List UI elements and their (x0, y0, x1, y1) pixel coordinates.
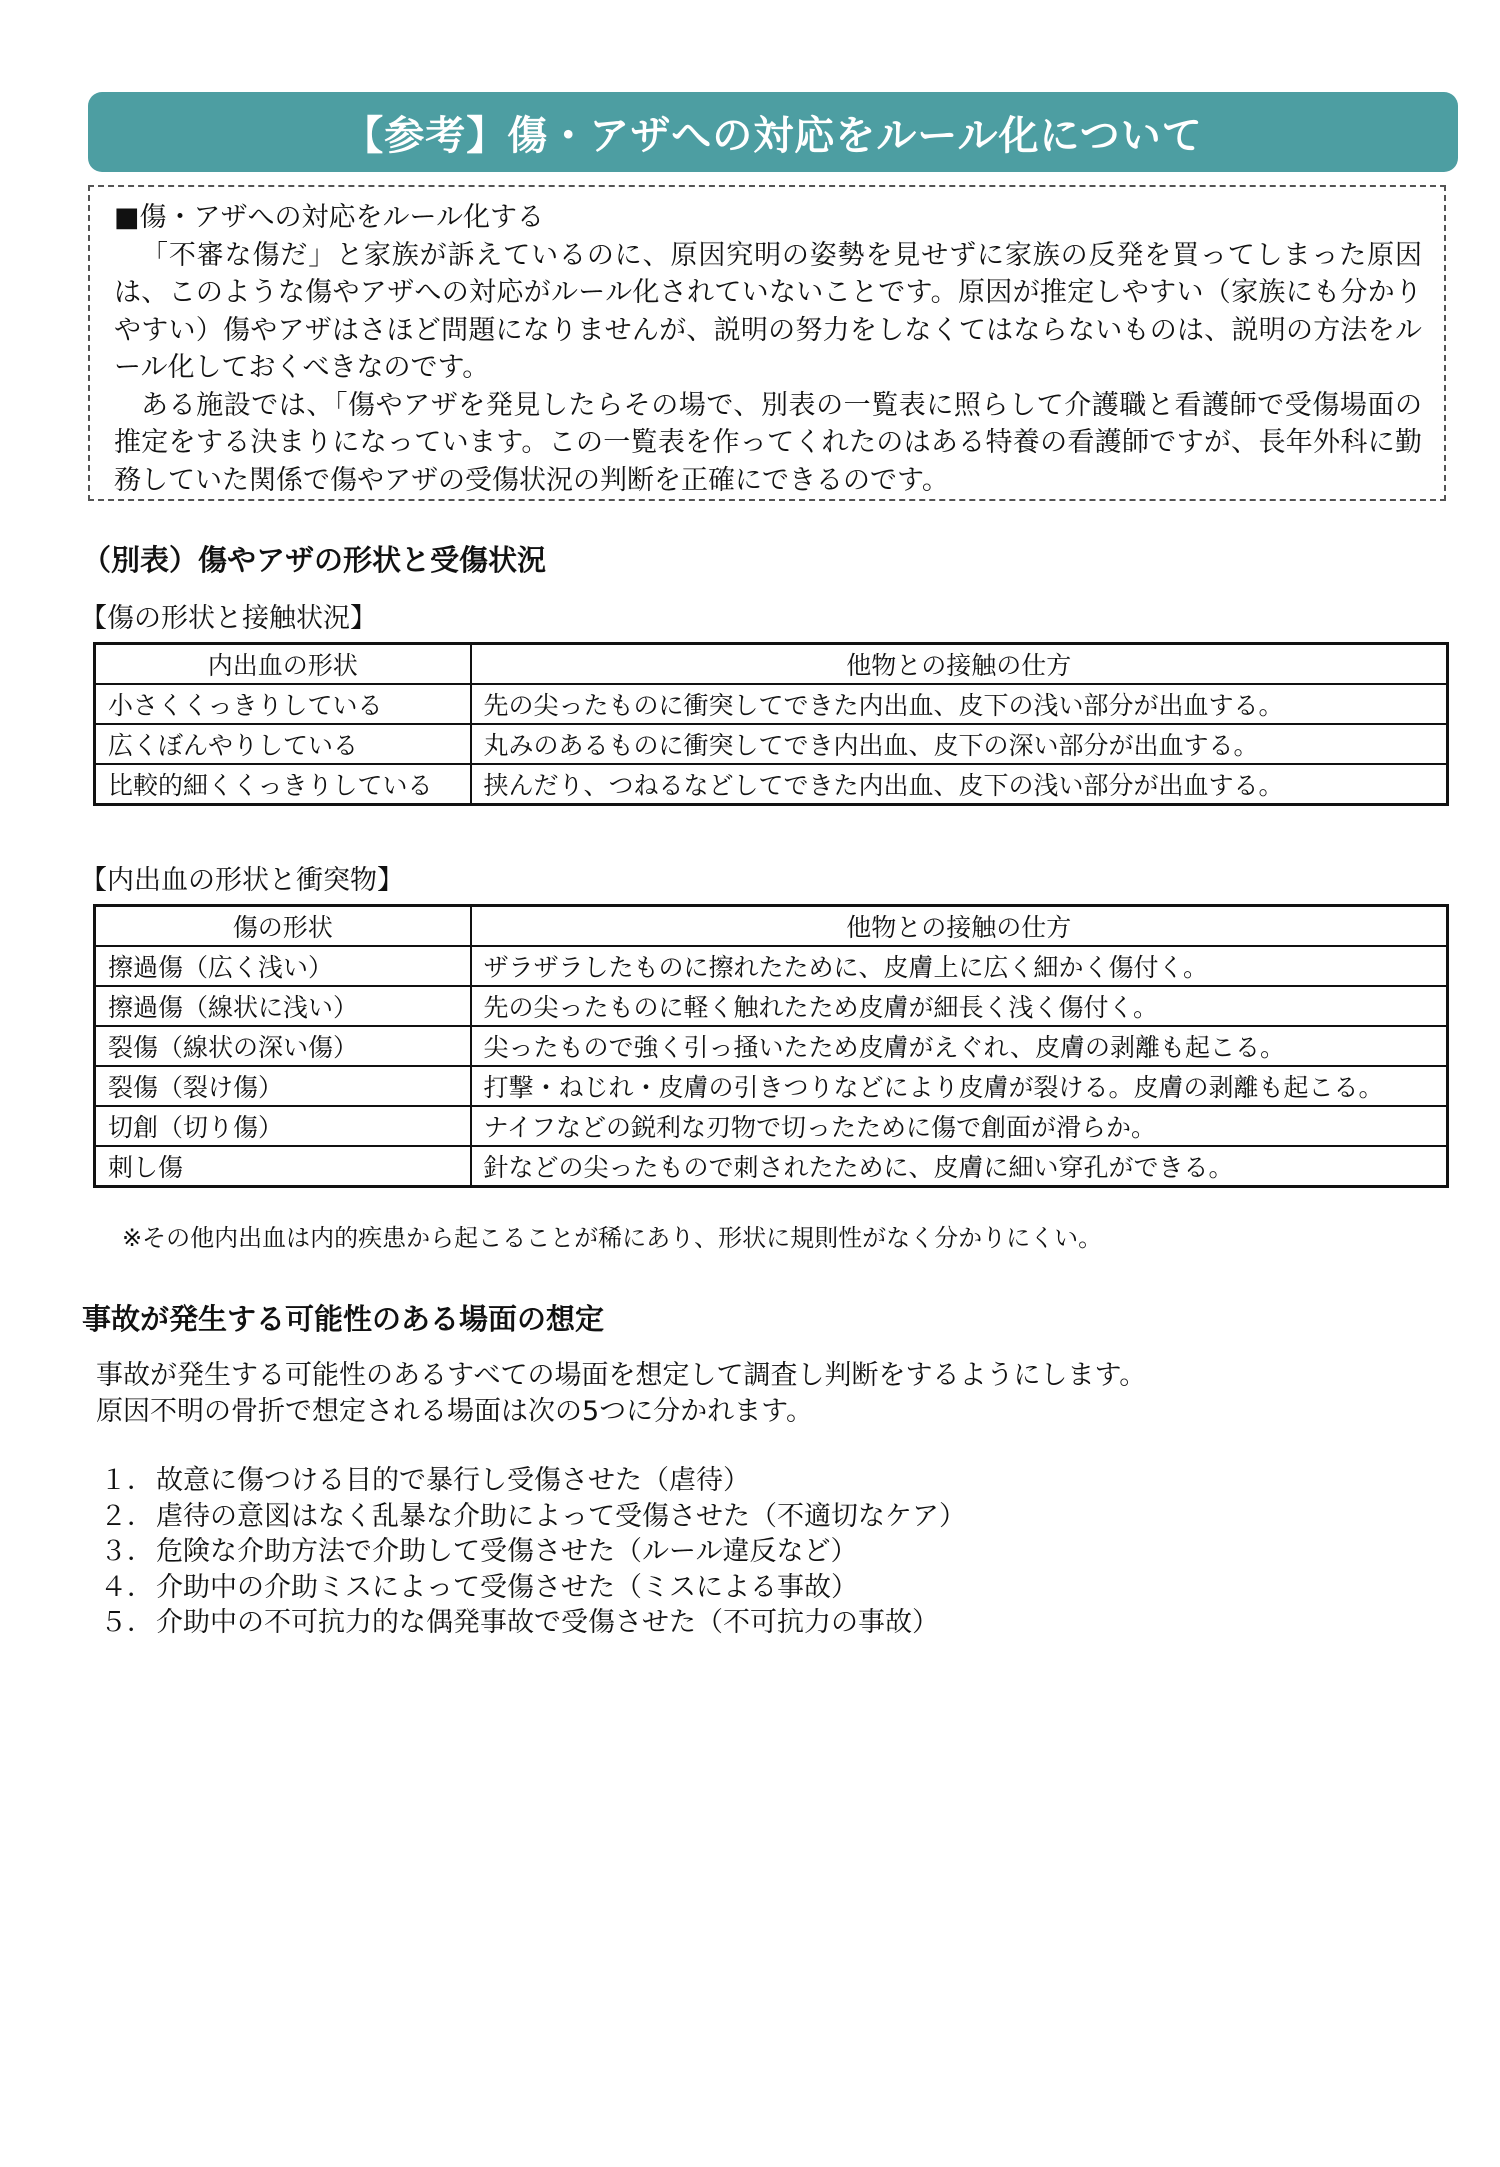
table-cell: 擦過傷（線状に浅い） (95, 986, 471, 1026)
accident-description (96, 1358, 1146, 1430)
list-item-number: ４． (100, 1571, 154, 1603)
table-cell: 先の尖ったものに衝突してできた内出血、皮下の浅い部分が出血する。 (471, 684, 1448, 724)
table-cell: ナイフなどの鋭利な刃物で切ったために傷で創面が滑らか。 (471, 1106, 1448, 1146)
table-header-row (95, 644, 1448, 685)
intro-heading: ■傷・アザへの対応をルール化する (114, 202, 544, 233)
table-row (95, 986, 1448, 1026)
table-cell: 擦過傷（広く浅い） (95, 946, 471, 986)
appendix-heading: （別表）傷やアザの形状と受傷状況 (82, 543, 547, 577)
list-item-text: 虐待の意図はなく乱暴な介助によって受傷させた（不適切なケア） (156, 1500, 966, 1532)
accident-case-list (100, 1463, 966, 1641)
table-cell: 刺し傷 (95, 1146, 471, 1187)
column-header: 他物との接触の仕方 (471, 906, 1448, 947)
list-item-text: 介助中の不可抗力的な偶発事故で受傷させた（不可抗力の事故） (156, 1607, 939, 1638)
list-item-text: 故意に傷つける目的で暴行し受傷させた（虐待） (156, 1465, 750, 1496)
table-cell: ザラザラしたものに擦れたために、皮膚上に広く細かく傷付く。 (471, 946, 1448, 986)
intro-box (88, 185, 1446, 501)
table-cell: 尖ったもので強く引っ掻いたため皮膚がえぐれ、皮膚の剥離も起こる。 (471, 1026, 1448, 1066)
table-cell: 裂傷（線状の深い傷） (95, 1026, 471, 1066)
list-item-text: 介助中の介助ミスによって受傷させた（ミスによる事故） (156, 1571, 858, 1603)
column-header: 傷の形状 (95, 906, 471, 947)
list-item-number: ５． (100, 1607, 154, 1638)
column-header: 他物との接触の仕方 (471, 644, 1448, 685)
table-row (95, 684, 1448, 724)
intro-paragraph-1: 「不審な傷だ」と家族が訴えているのに、原因究明の姿勢を見せずに家族の反発を買ってしまった原因は、このような傷やアザへの対応がルール化されていないことです。原因が推定しやすい（家族にも分かりやすい）傷やアザはさほど問題になりませんが、説明の努力をしなくてはならないものは、説明の方法をルール化しておくべきなのです。 (114, 239, 1422, 383)
accident-heading: 事故が発生する可能性のある場面の想定 (82, 1302, 605, 1336)
table-row (95, 1146, 1448, 1187)
wound-shape-contact-table (93, 642, 1449, 806)
column-header: 内出血の形状 (95, 644, 471, 685)
table1-label: 【傷の形状と接触状況】 (80, 603, 377, 634)
table-cell: 挟んだり、つねるなどしてできた内出血、皮下の浅い部分が出血する。 (471, 764, 1448, 805)
page-title: 【参考】傷・アザへの対応をルール化について (343, 112, 1203, 159)
table-cell: 小さくくっきりしている (95, 684, 471, 724)
table-cell: 先の尖ったものに軽く触れたため皮膚が細長く浅く傷付く。 (471, 986, 1448, 1026)
table-row (95, 1026, 1448, 1066)
list-item (100, 1499, 966, 1535)
table-row (95, 764, 1448, 805)
table2-label: 【内出血の形状と衝突物】 (80, 865, 404, 896)
list-item-number: ３． (100, 1536, 154, 1567)
table-cell: 針などの尖ったもので刺されたために、皮膚に細い穿孔ができる。 (471, 1146, 1448, 1187)
table-cell: 切創（切り傷） (95, 1106, 471, 1146)
list-item (100, 1570, 966, 1606)
table-row (95, 1066, 1448, 1106)
accident-line-1: 事故が発生する可能性のあるすべての場面を想定して調査し判断をするようにします。 (96, 1360, 1147, 1391)
table-cell: 広くぼんやりしている (95, 724, 471, 764)
list-item-text: 危険な介助方法で介助して受傷させた（ルール違反など） (156, 1536, 858, 1567)
table-cell: 打撃・ねじれ・皮膚の引きつりなどにより皮膚が裂ける。皮膚の剥離も起こる。 (471, 1066, 1448, 1106)
table2-note: ※その他内出血は内的疾患から起こることが稀にあり、形状に規則性がなく分かりにくい。 (122, 1224, 1103, 1252)
page-title-banner (88, 92, 1458, 172)
accident-line-2: 原因不明の骨折で想定される場面は次の5つに分かれます。 (96, 1396, 814, 1427)
bruise-shape-impact-table (93, 904, 1449, 1188)
list-item (100, 1534, 966, 1570)
table-row (95, 724, 1448, 764)
table-row (95, 946, 1448, 986)
table-cell: 比較的細くくっきりしている (95, 764, 471, 805)
list-item-number: １． (100, 1465, 154, 1496)
list-item (100, 1605, 966, 1641)
list-item-number: ２． (100, 1500, 154, 1532)
intro-paragraph-2: ある施設では、「傷やアザを発見したらその場で、別表の一覧表に照らして介護職と看護師で受傷場面の推定をする決まりになっています。この一覧表を作ってくれたのはある特養の看護師ですが、長年外科に勤務していた関係で傷やアザの受傷状況の判断を正確にできるのです。 (114, 389, 1422, 496)
table-cell: 丸みのあるものに衝突してでき内出血、皮下の深い部分が出血する。 (471, 724, 1448, 764)
list-item (100, 1463, 966, 1499)
table-header-row (95, 906, 1448, 947)
table-row (95, 1106, 1448, 1146)
table-cell: 裂傷（裂け傷） (95, 1066, 471, 1106)
